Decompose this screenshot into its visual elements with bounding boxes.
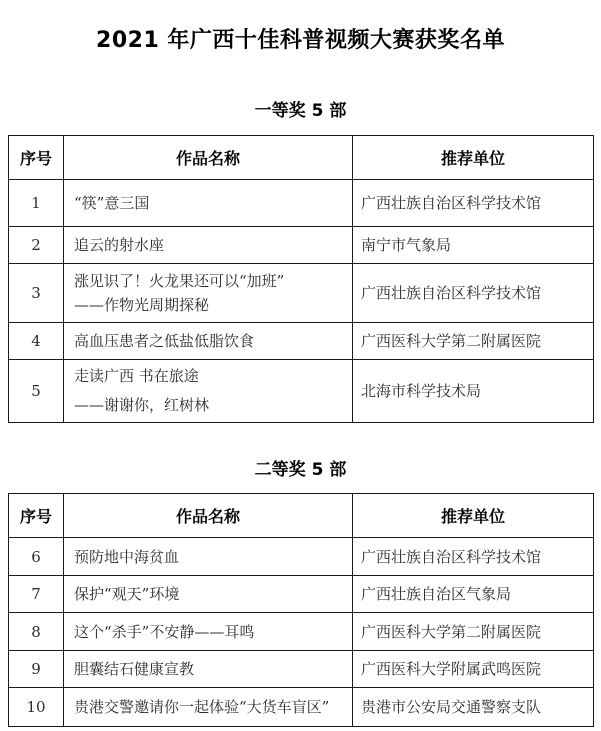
- cell-no: 3: [9, 264, 64, 323]
- column-header-work-title: 作品名称: [64, 136, 353, 180]
- table-row: [9, 323, 594, 360]
- cell-recommending-org: 南宁市气象局: [353, 227, 594, 264]
- cell-work-title: 保护“观天”环境: [64, 576, 353, 613]
- table-row: [9, 688, 594, 727]
- work-title-line-1: 走读广西 书在旅途: [74, 367, 199, 385]
- cell-work-title: 高血压患者之低盐低脂饮食: [64, 323, 353, 360]
- table-row: [9, 264, 594, 323]
- table-row: [9, 651, 594, 688]
- cell-work-title: 预防地中海贫血: [64, 538, 353, 576]
- cell-recommending-org: 广西壮族自治区科学技术馆: [353, 264, 594, 323]
- cell-recommending-org: 广西壮族自治区气象局: [353, 576, 594, 613]
- cell-recommending-org: 广西壮族自治区科学技术馆: [353, 180, 594, 227]
- work-title-line-2: ——谢谢你，红树林: [74, 396, 210, 414]
- table-row: [9, 538, 594, 576]
- cell-no: 8: [9, 613, 64, 651]
- awards-table-first-prize: [8, 135, 594, 423]
- section-heading-second-prize: 二等奖 5 部: [254, 460, 347, 480]
- cell-recommending-org: 北海市科学技术局: [353, 360, 594, 423]
- table-row: [9, 180, 594, 227]
- cell-work-title: 贵港交警邀请你一起体验“大货车盲区”: [64, 688, 353, 727]
- cell-no: 1: [9, 180, 64, 227]
- awards-table-second-prize: [8, 493, 594, 727]
- table-header-row: [9, 136, 594, 180]
- cell-no: 10: [9, 688, 64, 727]
- cell-recommending-org: 广西医科大学第二附属医院: [353, 323, 594, 360]
- section-heading-first-prize: 一等奖 5 部: [254, 101, 347, 121]
- cell-work-title: 这个“杀手”不安静——耳鸣: [64, 613, 353, 651]
- cell-work-title: [64, 264, 353, 323]
- page-title: 2021 年广西十佳科普视频大赛获奖名单: [96, 28, 505, 53]
- cell-no: 2: [9, 227, 64, 264]
- cell-no: 5: [9, 360, 64, 423]
- cell-recommending-org: 广西医科大学附属武鸣医院: [353, 651, 594, 688]
- table-header-row: [9, 494, 594, 538]
- cell-no: 7: [9, 576, 64, 613]
- cell-recommending-org: 广西壮族自治区科学技术馆: [353, 538, 594, 576]
- table-row: [9, 576, 594, 613]
- work-title-line-1: 涨见识了！火龙果还可以“加班”: [74, 272, 285, 290]
- cell-work-title: [64, 360, 353, 423]
- cell-work-title: 追云的射水座: [64, 227, 353, 264]
- cell-recommending-org: 广西医科大学第二附属医院: [353, 613, 594, 651]
- table-row: [9, 613, 594, 651]
- cell-no: 4: [9, 323, 64, 360]
- table-row: [9, 360, 594, 423]
- work-title-line-2: ——作物光周期探秘: [74, 296, 210, 314]
- column-header-no: 序号: [9, 494, 64, 538]
- cell-work-title: “筷”意三国: [64, 180, 353, 227]
- column-header-work-title: 作品名称: [64, 494, 353, 538]
- column-header-recommending-org: 推荐单位: [353, 494, 594, 538]
- cell-recommending-org: 贵港市公安局交通警察支队: [353, 688, 594, 727]
- cell-no: 9: [9, 651, 64, 688]
- column-header-recommending-org: 推荐单位: [353, 136, 594, 180]
- cell-no: 6: [9, 538, 64, 576]
- column-header-no: 序号: [9, 136, 64, 180]
- table-row: [9, 227, 594, 264]
- cell-work-title: 胆囊结石健康宣教: [64, 651, 353, 688]
